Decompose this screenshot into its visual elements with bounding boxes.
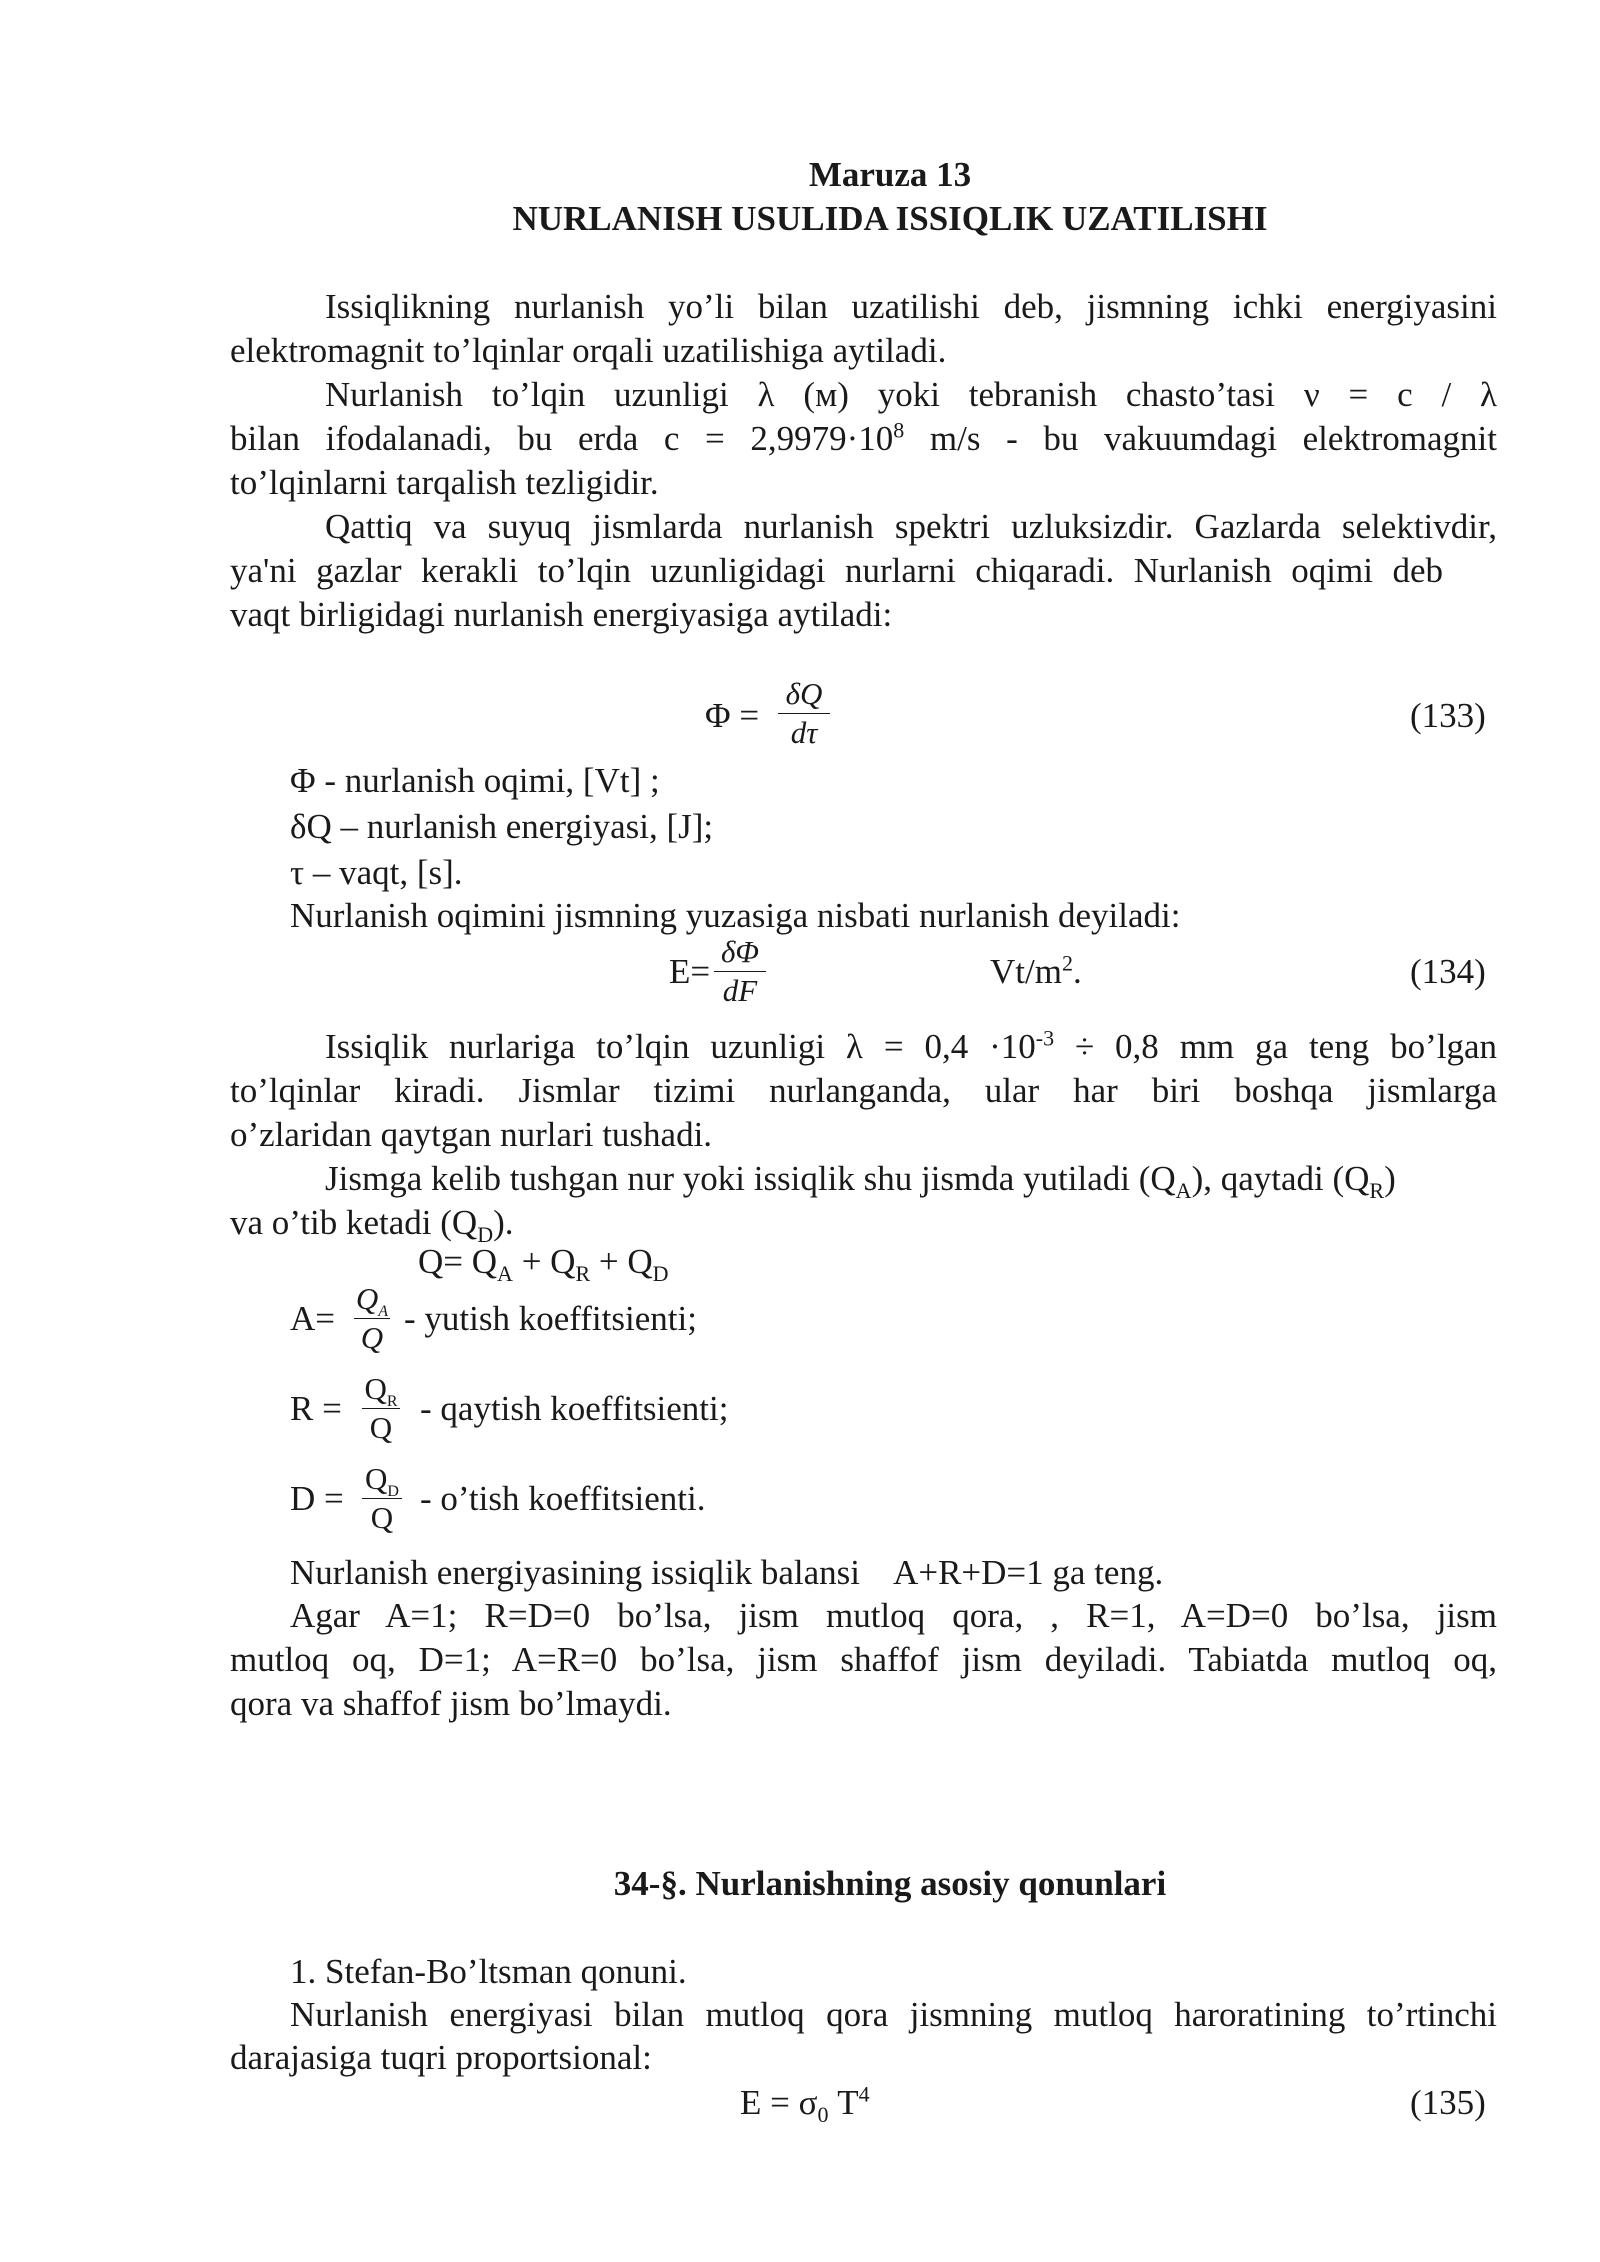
fraction-numerator: $Q_R$ xyxy=(364,1371,398,1411)
paragraph-line: bilan ifodalanadi, bu erda $c = 2,9979\cdot 10^8$ m/s - bu vakuumdagi elektromagnit xyxy=(230,417,1497,458)
equation-133-fraction xyxy=(778,676,830,751)
paragraph-line: Nurlanish energiyasi bilan mutloq qora jismning mutloq haroratining to’rtinchi xyxy=(290,1995,1497,2034)
fraction-denominator: dτ xyxy=(790,715,818,750)
fraction-denominator: Q xyxy=(370,1500,394,1535)
coefficient-description: - o’tish koeffitsienti. xyxy=(420,1479,706,1518)
balance-sum-equation: $Q= Q_A + Q_R + Q_D$ xyxy=(418,1242,669,1286)
paragraph-line: vaqt birligidagi nurlanish energiyasiga aytiladi: xyxy=(230,595,893,634)
paragraph-line: mutloq oq, D=1; A=R=0 bo’lsa, jism shaffof jism deyiladi. Tabiatda mutloq oq, xyxy=(230,1640,1497,1679)
paragraph-line: Agar A=1; R=D=0 bo’lsa, jism mutloq qora, , R=1, A=D=0 bo’lsa, jism xyxy=(290,1596,1497,1635)
coefficient-description: - qaytish koeffitsienti; xyxy=(420,1389,729,1428)
equation-134-lhs: E= xyxy=(669,952,711,991)
page-title: NURLANISH USULIDA ISSIQLIK UZATILISHI xyxy=(512,199,1268,238)
paragraph-line: va o’tib ketadi $(Q_D)$. xyxy=(230,1203,514,1247)
coefficient-fraction xyxy=(362,1371,400,1446)
fraction-numerator: $Q_D$ xyxy=(365,1461,399,1501)
definition-line: τ – vaqt, [s]. xyxy=(290,853,463,892)
coefficient-lhs: D = xyxy=(290,1479,344,1518)
fraction-bar xyxy=(714,971,766,972)
definition-line: Φ - nurlanish oqimi, [Vt] ; xyxy=(290,761,660,800)
coefficient-description: - yutish koeffitsienti; xyxy=(404,1299,697,1338)
paragraph-line: darajasiga tuqri proportsional: xyxy=(230,2038,652,2077)
equation-134-unit: $Vt/m^2$. xyxy=(990,950,1082,991)
paragraph-line: o’zlaridan qaytgan nurlari tushadi. xyxy=(230,1115,713,1154)
fraction-denominator: dF xyxy=(722,973,758,1008)
fraction-bar xyxy=(778,713,830,714)
list-item: 1. Stefan-Bo’ltsman qonuni. xyxy=(290,1952,687,1991)
equation-number: (133) xyxy=(1410,696,1486,735)
equation-134-fraction xyxy=(714,934,766,1009)
paragraph-line: Jismga kelib tushgan nur yoki issiqlik shu jismda yutiladi $(Q_A)$, qaytadi $(Q_R)$ xyxy=(325,1159,1396,1203)
paragraph-line: to’lqinlarni tarqalish tezligidir. xyxy=(230,463,659,502)
coefficient-lhs: R = xyxy=(290,1389,342,1428)
coefficient-fraction xyxy=(354,1281,390,1356)
coefficient-lhs: A= xyxy=(290,1299,336,1338)
paragraph-line: Qattiq va suyuq jismlarda nurlanish spektri uzluksizdir. Gazlarda selektivdir, xyxy=(325,507,1497,546)
equation-number: (134) xyxy=(1410,952,1486,991)
paragraph-line: to’lqinlar kiradi. Jismlar tizimi nurlanganda, ular har biri boshqa jismlarga xyxy=(230,1071,1497,1110)
paragraph-line: ya'ni gazlar kerakli to’lqin uzunligidagi nurlarni chiqaradi. Nurlanish oqimi deb xyxy=(230,551,1443,590)
paragraph-line: Issiqlik nurlariga to’lqin uzunligi $\lambda = 0,4 \cdot 10^{-3} \div 0,8$ mm ga teng bo’lgan xyxy=(325,1025,1498,1066)
definition-line: δQ – nurlanish energiyasi, [J]; xyxy=(290,807,714,846)
equation-133-lhs: Φ = xyxy=(705,696,760,735)
fraction-numerator: δΦ xyxy=(720,934,759,969)
equation-number: (135) xyxy=(1410,2083,1486,2122)
paragraph-line: qora va shaffof jism bo’lmaydi. xyxy=(230,1684,672,1723)
paragraph-line: Nurlanish energiyasining issiqlik balansi A+R+D=1 ga teng. xyxy=(290,1553,1164,1592)
lecture-number: Maruza 13 xyxy=(808,155,972,194)
fraction-denominator: Q xyxy=(360,1320,384,1355)
equation-135: $E = \sigma_0$ $T^4$ xyxy=(740,2081,870,2127)
fraction-denominator: Q xyxy=(369,1410,393,1445)
fraction-numerator: δQ xyxy=(785,676,823,711)
coefficient-fraction xyxy=(362,1461,402,1536)
paragraph-line: Issiqlikning nurlanish yo’li bilan uzatilishi deb, jismning ichki energiyasini xyxy=(325,287,1497,326)
fraction-numerator: $Q_A$ xyxy=(355,1281,389,1321)
section-heading: 34-§. Nurlanishning asosiy qonunlari xyxy=(613,1864,1167,1903)
paragraph-line: elektromagnit to’lqinlar orqali uzatilishiga aytiladi. xyxy=(230,331,947,370)
paragraph-line: Nurlanish to’lqin uzunligi λ (м) yoki tebranish chasto’tasi ν = c / λ xyxy=(325,375,1497,414)
paragraph-line: Nurlanish oqimini jismning yuzasiga nisbati nurlanish deyiladi: xyxy=(290,896,1181,935)
